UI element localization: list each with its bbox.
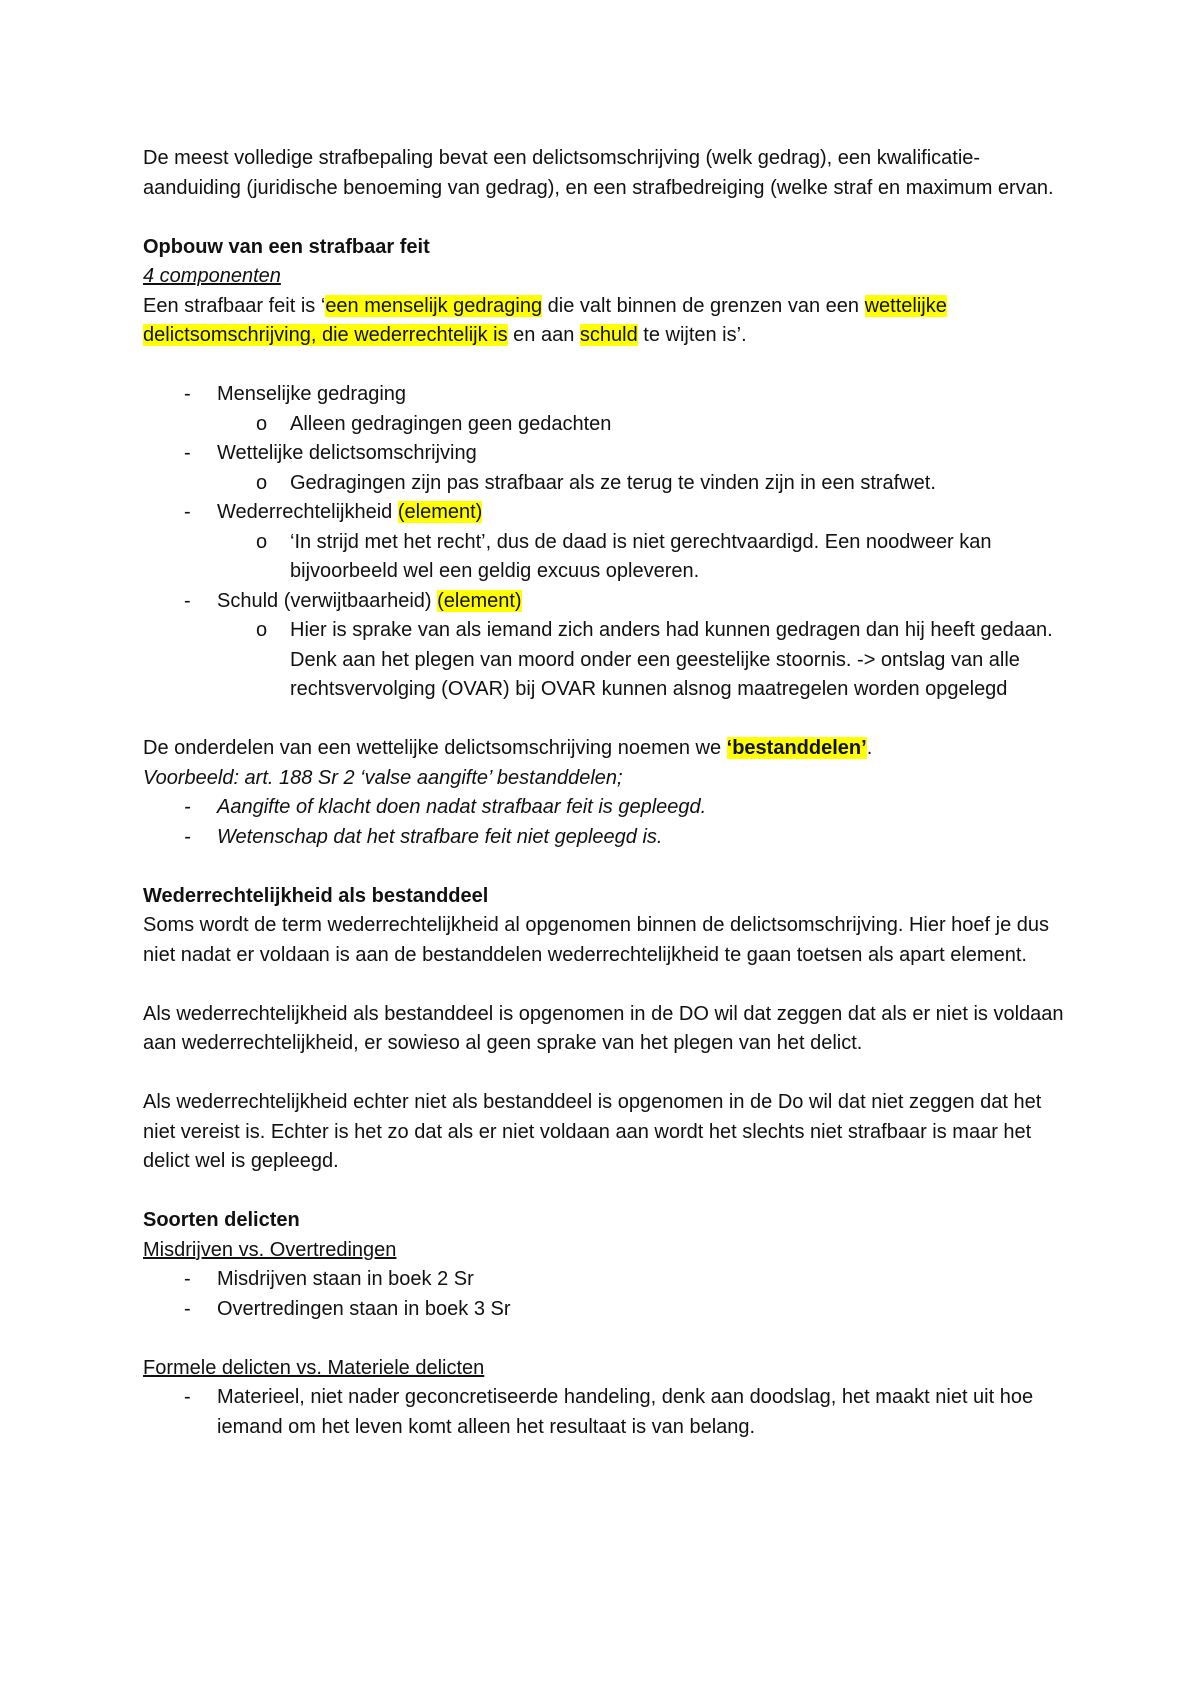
highlight-text: een menselijk gedraging bbox=[325, 294, 543, 317]
section-heading-opbouw: Opbouw van een strafbaar feit bbox=[143, 235, 430, 258]
paragraph: Als wederrechtelijkheid als bestanddeel is opgenomen in de DO wil dat zeggen dat als er niet is voldaan aan wederrechtelijkheid, er sowieso al geen sprake van het plegen van het delict. bbox=[143, 1002, 1064, 1054]
definition-paragraph: Een strafbaar feit is ‘een menselijk gedraging die valt binnen de grenzen van een wettelijke delictsomschrijving, die wederrechtelijk is en aan schuld te wijten is’. bbox=[143, 294, 947, 346]
list-item: - Misdrijven staan in boek 2 Sr bbox=[143, 1265, 1073, 1295]
sub-list-item: o ‘In strijd met het recht’, dus de daad is niet gerechtvaardigd. Een noodweer kan bijvoorbeeld wel een geldig excuus opleveren. bbox=[143, 528, 1073, 587]
document-content bbox=[143, 144, 1073, 1442]
list-item: - Overtredingen staan in boek 3 Sr bbox=[143, 1295, 1073, 1325]
example-line: Voorbeeld: art. 188 Sr 2 ‘valse aangifte’ bestanddelen; bbox=[143, 766, 623, 789]
sub-list-item: o Alleen gedragingen geen gedachten bbox=[143, 410, 1073, 440]
list-item: - Wettelijke delictsomschrijving bbox=[143, 439, 1073, 469]
list-item: - Wetenschap dat het strafbare feit niet gepleegd is. bbox=[143, 823, 1073, 853]
subheading-formele-delicten: Formele delicten vs. Materiele delicten bbox=[143, 1356, 485, 1379]
subheading-componenten: 4 componenten bbox=[143, 265, 281, 287]
element-tag: (element) bbox=[437, 589, 522, 612]
list-item: - Materieel, niet nader geconcretiseerde handeling, denk aan doodslag, het maakt niet uit hoe iemand om het leven komt alleen het resultaat is van belang. bbox=[143, 1383, 1073, 1442]
sub-list-item: o Hier is sprake van als iemand zich anders had kunnen gedragen dan hij heeft gedaan. Denk aan het plegen van moord onder een geestelijke stoornis. -> ontslag van alle rechtsvervolging (OVAR) bij OVAR kunnen alsnog maatregelen worden opgelegd bbox=[143, 616, 1073, 705]
subheading-misdrijven: Misdrijven vs. Overtredingen bbox=[143, 1238, 397, 1261]
list-item: - Aangifte of klacht doen nadat strafbaar feit is gepleegd. bbox=[143, 793, 1073, 823]
intro-paragraph: De meest volledige strafbepaling bevat een delictsomschrijving (welk gedrag), een kwalificatie-aanduiding (juridische benoeming van gedrag), en een strafbedreiging (welke straf en maximum ervan. bbox=[143, 147, 1054, 199]
components-list bbox=[143, 380, 1073, 705]
paragraph: Soms wordt de term wederrechtelijkheid al opgenomen binnen de delictsomschrijving. Hier hoef je dus niet nadat er voldaan is aan de bestanddelen wederrechtelijkheid te gaan toetsen als apart element. bbox=[143, 914, 1050, 966]
element-tag: (element) bbox=[397, 501, 483, 523]
highlight-text: ‘bestanddelen’ bbox=[726, 737, 867, 759]
section-heading-soorten: Soorten delicten bbox=[143, 1209, 300, 1231]
list-item: - Wederrechtelijkheid (element) bbox=[143, 498, 1073, 528]
section-heading-wederrechtelijkheid: Wederrechtelijkheid als bestanddeel bbox=[143, 884, 489, 907]
highlight-text: schuld bbox=[579, 324, 638, 346]
sub-list-item: o Gedragingen zijn pas strafbaar als ze terug te vinden zijn in een strafwet. bbox=[143, 469, 1073, 499]
paragraph: Als wederrechtelijkheid echter niet als bestanddeel is opgenomen in de Do wil dat niet zeggen dat het niet vereist is. Echter is het zo dat als er niet voldaan aan wordt het slechts niet strafbaar is maar het delict wel is gepleegd. bbox=[143, 1091, 1042, 1172]
list-item: - Menselijke gedraging bbox=[143, 380, 1073, 410]
bestanddelen-paragraph: De onderdelen van een wettelijke delictsomschrijving noemen we ‘bestanddelen’. bbox=[143, 737, 873, 759]
list-item: - Schuld (verwijtbaarheid) (element) bbox=[143, 587, 1073, 617]
highlight-text: wettelijke delictsomschrijving, die wederrechtelijk is bbox=[143, 294, 947, 346]
